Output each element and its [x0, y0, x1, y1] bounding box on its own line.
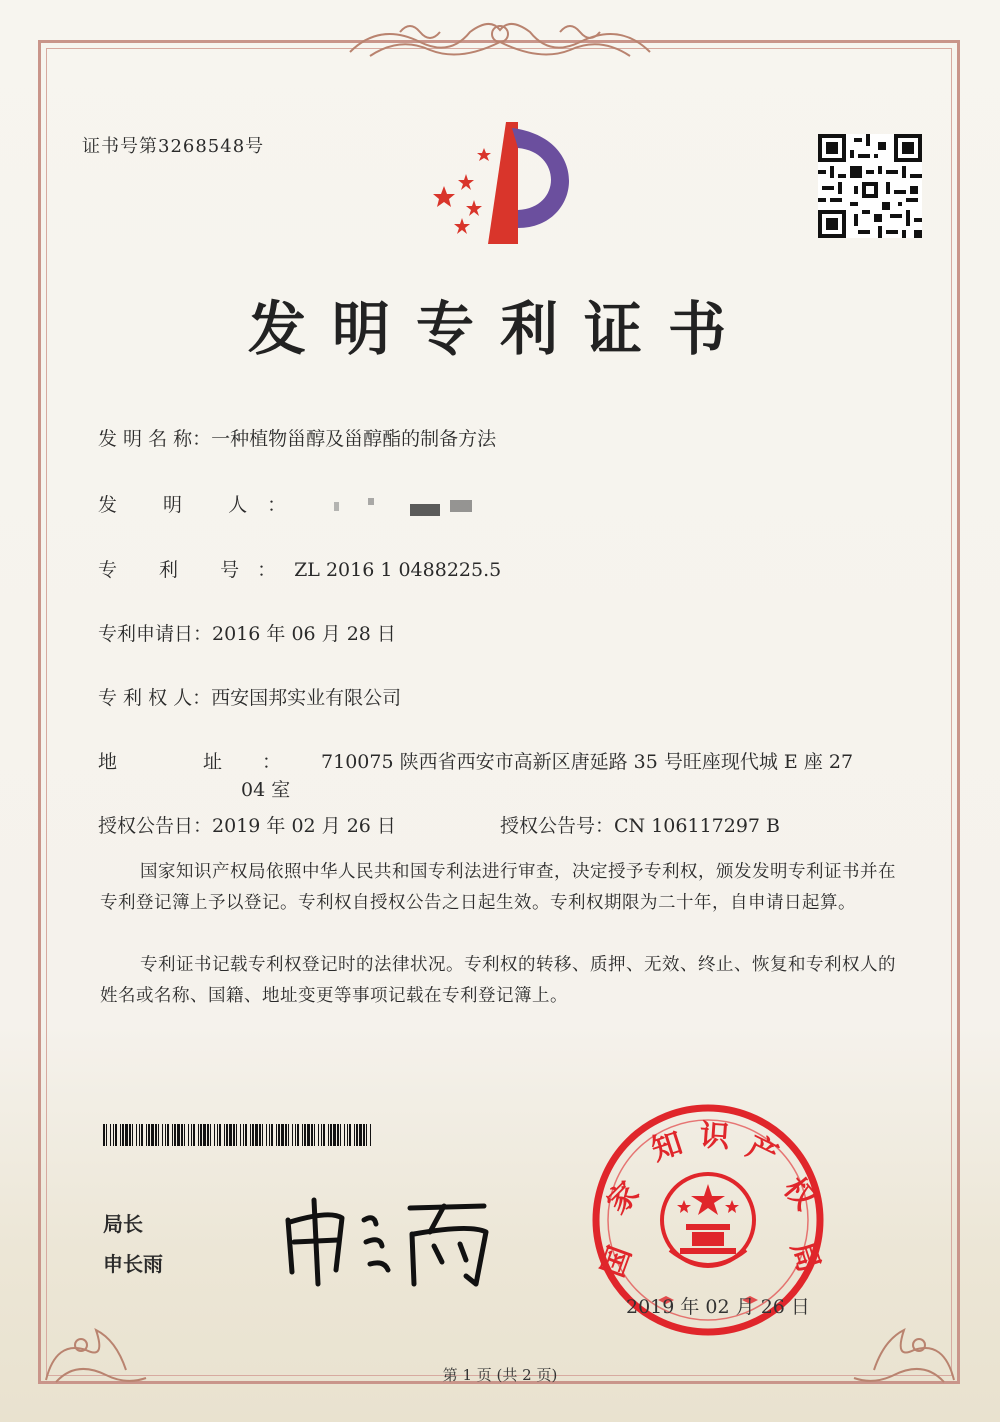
- application-date-label: 专利申请日：: [98, 623, 213, 645]
- application-date-value: 2016 年 06 月 28 日: [212, 623, 396, 645]
- director-signature-image: [270, 1180, 510, 1300]
- body-paragraph-1: 国家知识产权局依照中华人民共和国专利法进行审查，决定授予专利权，颁发发明专利证书并在专利登记簿上予以登记。专利权自授权公告之日起生效。专利权期限为二十年，自申请日起算。: [100, 862, 896, 913]
- qr-code-icon: [818, 134, 922, 238]
- address-label: 地 址：: [98, 751, 322, 773]
- patent-office-logo-icon: [422, 118, 582, 248]
- svg-text:家: 家: [600, 1175, 647, 1222]
- director-name: 申长雨: [103, 1252, 163, 1276]
- grant-date-value: 2019 年 02 月 26 日: [212, 815, 396, 837]
- patentee-label: 专 利 权 人：: [98, 687, 212, 709]
- top-ornament: [340, 12, 660, 68]
- patentee-value: 西安国邦实业有限公司: [211, 687, 402, 709]
- inventor-field: [98, 490, 492, 517]
- address-value-line2: 04 室: [241, 779, 291, 801]
- invention-name-value: 一种植物甾醇及甾醇酯的制备方法: [211, 428, 497, 450]
- patent-number-value: ZL 2016 1 0488225.5: [294, 559, 502, 581]
- svg-text:国: 国: [595, 1241, 639, 1282]
- address-continuation: [241, 775, 290, 802]
- patent-number-field: [98, 555, 501, 582]
- invention-name-label: 发 明 名 称：: [98, 428, 212, 450]
- grant-number-field: [500, 811, 780, 838]
- director-title: 局长: [103, 1212, 143, 1236]
- svg-text:知: 知: [647, 1125, 687, 1169]
- svg-text:产: 产: [741, 1129, 784, 1174]
- patent-number-label: 专 利 号：: [98, 559, 295, 581]
- page-indicator: 第 1 页 (共 2 页): [442, 1366, 558, 1384]
- address-value-line1: 710075 陕西省西安市高新区唐延路 35 号旺座现代城 E 座 27: [321, 751, 854, 773]
- inventor-label: 发 明 人：: [98, 494, 307, 516]
- certificate-number: 证书号第3268548号: [82, 136, 265, 157]
- svg-text:权: 权: [776, 1171, 823, 1217]
- patentee-field: [98, 683, 401, 710]
- grant-number-label: 授权公告号：: [500, 815, 615, 837]
- grant-date-field: [98, 811, 396, 838]
- grant-date-label: 授权公告日：: [98, 815, 213, 837]
- certificate-title: 发明专利证书: [247, 295, 752, 363]
- redacted-inventor-names: [312, 496, 492, 516]
- barcode-icon: [103, 1124, 375, 1146]
- address-field: [98, 747, 853, 774]
- body-paragraph-2: 专利证书记载专利权登记时的法律状况。专利权的转移、质押、无效、终止、恢复和专利权人的姓名或名称、国籍、地址变更等事项记载在专利登记簿上。: [100, 955, 896, 1006]
- invention-name-field: [98, 424, 496, 451]
- grant-number-value: CN 106117297 B: [614, 815, 781, 837]
- svg-text:识: 识: [698, 1118, 731, 1156]
- seal-date: 2019 年 02 月 26 日: [626, 1296, 810, 1318]
- application-date-field: [98, 619, 396, 646]
- svg-text:局: 局: [783, 1237, 827, 1277]
